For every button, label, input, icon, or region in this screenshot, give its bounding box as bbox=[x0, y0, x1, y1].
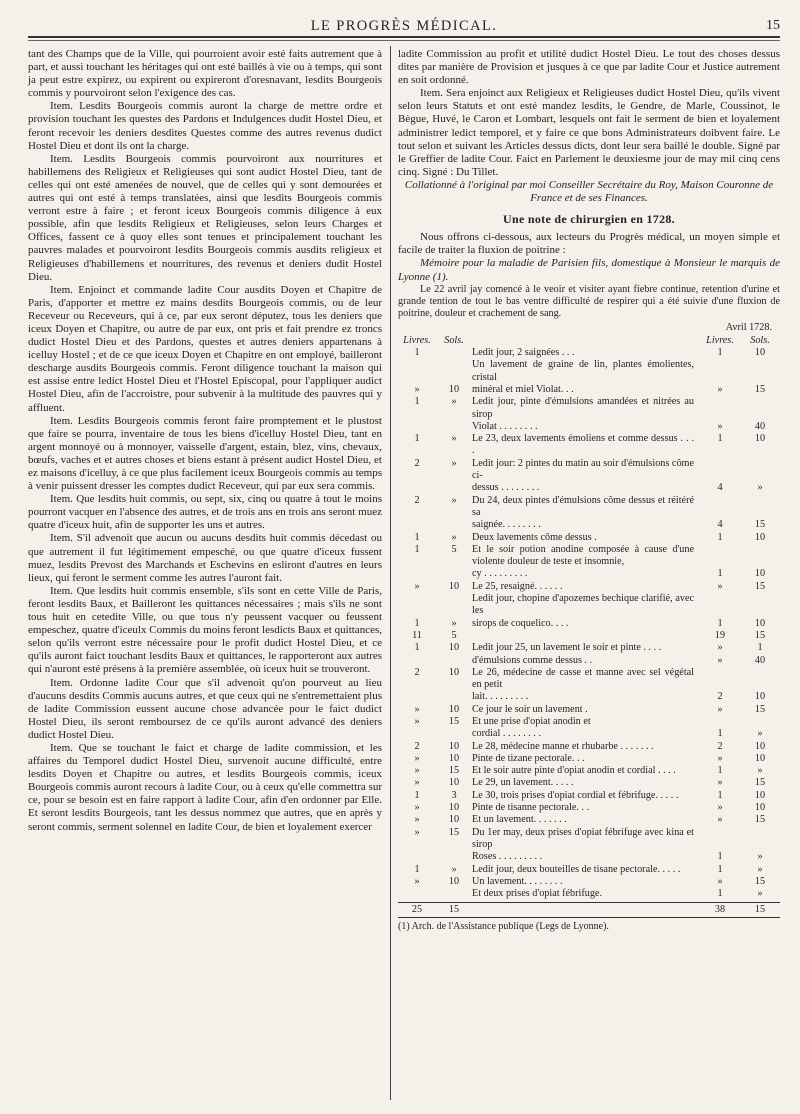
ledger-cell: » bbox=[451, 494, 457, 506]
ledger-row bbox=[398, 667, 780, 692]
ledger-cell: Un lavement. . . . . . . . bbox=[472, 875, 563, 887]
ledger-cell: Ce jour le soir un lavement . bbox=[472, 703, 588, 715]
ledger-row bbox=[398, 741, 780, 753]
ledger-cell bbox=[700, 716, 740, 728]
ledger-cell: Ledit jour 25, un lavement le soir et pinte . . . . bbox=[472, 642, 662, 654]
ledger-cell bbox=[398, 691, 436, 703]
ledger-cell: 15 bbox=[754, 777, 766, 789]
ledger-cell: 2 bbox=[414, 740, 420, 752]
ledger-cell: lait. . . . . . . . . bbox=[472, 691, 529, 703]
page-header bbox=[28, 14, 780, 38]
ledger-cell: » bbox=[451, 531, 457, 543]
ledger-row bbox=[398, 581, 780, 593]
ledger-cell: 1 bbox=[414, 396, 420, 408]
ledger-cell: Ledit jour: 2 pintes du matin au soir d'émulsions côme ci- bbox=[472, 457, 694, 482]
ledger-cell: 10 bbox=[754, 752, 766, 764]
paragraph: Item. S'il advenoit que aucun ou aucuns desdits huit commis décedast ou que autrement il fut légitimement empesché, ou que quatre d'iceux fussent muez, lesdits Prevost des Marchands et Eschevins en esliront d'autres en leurs lieux, qui feront le serment comme les autres l'auront fait. bbox=[28, 532, 382, 584]
ledger-cell: » bbox=[757, 728, 763, 740]
ledger-cell bbox=[436, 359, 472, 384]
ledger-row bbox=[398, 421, 780, 433]
total-cell: 25 bbox=[411, 904, 423, 916]
ledger-row bbox=[398, 458, 780, 483]
ledger-cell: » bbox=[451, 457, 457, 469]
ledger-cell: 15 bbox=[754, 580, 766, 592]
ledger-row bbox=[398, 618, 780, 630]
ledger-cell bbox=[472, 630, 700, 642]
ledger-cell: » bbox=[757, 851, 763, 863]
ledger-cell: 15 bbox=[448, 715, 460, 727]
page-number: 15 bbox=[766, 18, 780, 33]
ledger-cell: Le 29, un lavement. . . . . bbox=[472, 777, 574, 789]
ledger-cell: Violat . . . . . . . . bbox=[472, 420, 538, 432]
ledger-cell: Roses . . . . . . . . . bbox=[472, 851, 543, 863]
ledger-row bbox=[398, 802, 780, 814]
ledger-row bbox=[398, 630, 780, 642]
ledger-row bbox=[398, 593, 780, 618]
ledger-cell: 2 bbox=[414, 666, 420, 678]
ledger-row bbox=[398, 482, 780, 494]
ledger-cell bbox=[740, 667, 780, 692]
ledger-cell: » bbox=[757, 765, 763, 777]
ledger-row bbox=[398, 814, 780, 826]
ledger-cell bbox=[700, 396, 740, 421]
ledger-cell: » bbox=[717, 777, 723, 789]
paragraph: Item. Lesdits Bourgeois commis feront faire promptement et le plustost que faire se pourra, inventaire de tous les biens d'icelluy Hostel Dieu, tant en argent monnoyé ou à monnoyer, vaisselle d'argent, estain, blez, vins, chevaux, bœufs, vaches et et autres choses et biens estant à présent audict Hostel Dieu, et ez maisons d'icelluy, à ce que plus facilement iceux Bourgeois commis au temps à venir puissent dresser les comptes dudict Receveur, qui par eux sera commis. bbox=[28, 414, 382, 493]
ledger-cell: 15 bbox=[754, 875, 766, 887]
ledger-cell: 15 bbox=[754, 383, 766, 395]
ledger-cell: 10 bbox=[448, 814, 460, 826]
ledger-cell bbox=[398, 421, 436, 433]
ledger-cell: 1 bbox=[717, 765, 723, 777]
ledger-cell: 1 bbox=[717, 789, 723, 801]
ledger-cell bbox=[398, 593, 436, 618]
collation-note: Collationné à l'original par moi Conseiller Secrétaire du Roy, Maison Couronne de France et de ses Finances. bbox=[404, 178, 774, 205]
ledger-row bbox=[398, 544, 780, 569]
ledger-cell: 10 bbox=[448, 703, 460, 715]
ledger-cell: 1 bbox=[717, 347, 723, 359]
ledger-cell: » bbox=[414, 826, 420, 838]
ledger-row bbox=[398, 704, 780, 716]
ledger-cell: 10 bbox=[448, 383, 460, 395]
header-sols: Sols. bbox=[750, 334, 770, 346]
ledger-cell bbox=[398, 359, 436, 384]
ledger-cell bbox=[398, 568, 436, 580]
ledger-cell: » bbox=[717, 383, 723, 395]
ledger-cell bbox=[436, 593, 472, 618]
ledger-cell bbox=[436, 888, 472, 900]
ledger-cell: 1 bbox=[414, 433, 420, 445]
ledger-cell: 10 bbox=[448, 802, 460, 814]
ledger-cell: 40 bbox=[754, 420, 766, 432]
ledger-cell: Et un lavement. . . . . . . bbox=[472, 814, 567, 826]
ledger-cell: Ledit jour, 2 saignées . . . bbox=[472, 347, 575, 359]
ledger-cell: 3 bbox=[451, 789, 457, 801]
ledger-cell: 1 bbox=[717, 728, 723, 740]
ledger-cell: Et le soir potion anodine composée à cause d'une violente douleur de teste et insomnie, bbox=[472, 543, 694, 568]
ledger-cell: Un lavement de graine de lin, plantes émolientes, cristal bbox=[472, 359, 694, 383]
ledger-cell bbox=[436, 568, 472, 580]
memoire-title: Mémoire pour la maladie de Parisien fils, domestique à Monsieur le marquis de Lyonne (1). bbox=[398, 257, 780, 283]
ledger-row bbox=[398, 347, 780, 359]
ledger-cell: dessus . . . . . . . . bbox=[472, 482, 540, 494]
ledger-cell bbox=[398, 519, 436, 531]
ledger-cell bbox=[700, 359, 740, 384]
ledger-cell: » bbox=[414, 715, 420, 727]
ledger-cell: 1 bbox=[717, 433, 723, 445]
ledger-cell: 5 bbox=[451, 543, 457, 555]
paragraph: Item. Que lesdits huit commis, ou sept, six, cinq ou quatre à tout le moins pourront vacquer en l'absence des autres, et de trois ans en trois ans seront muez quatre d'iceux huit, afin de supporter les uns et autres. bbox=[28, 493, 382, 532]
ledger-cell: » bbox=[757, 482, 763, 494]
left-column bbox=[28, 48, 382, 834]
paragraph: ladite Commission au profit et utilité dudict Hostel Dieu. Le tout des choses dessus dites par manière de Provision et jusques à ce que par ladite Cour et Justice autrement en soit ordonné. bbox=[398, 48, 780, 87]
ledger-cell: » bbox=[414, 580, 420, 592]
ledger-cell bbox=[700, 667, 740, 692]
ledger-cell: 15 bbox=[754, 519, 766, 531]
ledger-cell: 1 bbox=[414, 642, 420, 654]
ledger-cell: Ledit jour, deux bouteilles de tisane pectorale. . . . . bbox=[472, 863, 681, 875]
header-item bbox=[472, 335, 700, 347]
ledger-cell: » bbox=[414, 875, 420, 887]
ledger-cell: 10 bbox=[448, 740, 460, 752]
ledger-cell: 1 bbox=[717, 851, 723, 863]
ledger-cell: 4 bbox=[717, 482, 723, 494]
ledger-cell: » bbox=[717, 875, 723, 887]
ledger-cell bbox=[740, 458, 780, 483]
ledger-totals bbox=[398, 902, 780, 916]
ledger-cell bbox=[436, 655, 472, 667]
ledger-cell bbox=[436, 482, 472, 494]
ledger-row bbox=[398, 519, 780, 531]
ledger-cell: » bbox=[414, 752, 420, 764]
intro-paragraph: Nous offrons ci-dessous, aux lecteurs du Progrès médical, un moyen simple et facile de traiter la fluxion de poitrine : bbox=[398, 231, 780, 257]
ledger-cell: Le 26, médecine de casse et manne avec sel végétal en petit bbox=[472, 666, 694, 691]
ledger-cell: 15 bbox=[448, 826, 460, 838]
ledger-cell bbox=[436, 347, 472, 359]
ledger-cell bbox=[436, 519, 472, 531]
ledger-cell bbox=[398, 655, 436, 667]
ledger-cell: 1 bbox=[717, 531, 723, 543]
ledger-cell: 10 bbox=[754, 740, 766, 752]
ledger-row bbox=[398, 396, 780, 421]
ledger-row bbox=[398, 851, 780, 863]
ledger-cell: Du 1er may, deux prises d'opiat fébrifuge avec kina et sirop bbox=[472, 826, 694, 850]
ledger-cell: 15 bbox=[754, 814, 766, 826]
paragraph: Item. Enjoinct et commande ladite Cour ausdits Doyen et Chapitre de Paris, d'apporter et mettre ez mains desdits Bourgeois commis, ou de leur Receveur ou Receveurs, qui à ce, par eux seront députez, tous les deniers que iceux Doyen et Chapitre, ou autre de par eux, ont pris et fait prendre ez troncs dudict Hostel Dieu et des Pardons, questes et autres deniers appartenans à icelluy Hostel ; et de ce que iceux Doyen et Chapitre en ont employé, bailleront descharge ausdits Bourgeois commis. Feront diligence touchant la maison qui est assise entre ledict Hostel Dieu et l'Hostel Episcopal, pour l'appliquer audict Hostel Dieu, afin de l'accroistre, pour subvenir à la multitude des pauvres qui y affluent. bbox=[28, 283, 382, 414]
ledger-cell: 2 bbox=[414, 494, 420, 506]
ledger-cell bbox=[398, 728, 436, 740]
ledger-cell: 2 bbox=[717, 691, 723, 703]
ledger-cell: cy . . . . . . . . . bbox=[472, 568, 528, 580]
ledger-cell: 5 bbox=[451, 629, 457, 641]
column-divider bbox=[390, 46, 391, 1100]
ledger-cell: cordial . . . . . . . . bbox=[472, 728, 542, 740]
ledger-cell: 1 bbox=[717, 568, 723, 580]
ledger-row bbox=[398, 777, 780, 789]
ledger-cell: 19 bbox=[714, 629, 726, 641]
ledger-cell: saignée. . . . . . . . bbox=[472, 519, 541, 531]
ledger-cell: 2 bbox=[414, 457, 420, 469]
ledger-cell: 1 bbox=[414, 531, 420, 543]
ledger-cell: minéral et miel Violat. . . bbox=[472, 383, 574, 395]
paragraph: Item. Lesdits Bourgeois commis pourvoiront aux nourritures et habillemens des Religieux et Religieuses qui sont audict Hostel Dieu, tant de celles qui ont esté amenées de nouvel, que de celles qui y sont demourées et autres qui ont esté à temps translatées, ainsi que lesdits Bourgeois commis verront estre à faire ; et feront iceux Bourgeois commis diligence à eux possible, afin que lesdits Religieux et Religieuses, selon leurs Charges et Offices, fassent ce à quoy elles sont tenues et principalement touchant les pauvres malades et pourvoiront lesdits Bourgeois commis ausdits religieux et Religieuses d'habillemens et nourritures, des revenus et deniers dudit Hostel Dieu. bbox=[28, 152, 382, 283]
ledger-row bbox=[398, 691, 780, 703]
ledger-cell: 1 bbox=[414, 789, 420, 801]
ledger-cell: » bbox=[717, 654, 723, 666]
ledger-rows bbox=[398, 347, 780, 900]
ledger-cell: 4 bbox=[717, 519, 723, 531]
ledger-cell: 1 bbox=[717, 863, 723, 875]
ledger-cell: Le 28, médecine manne et rhubarbe . . . . . . . bbox=[472, 740, 654, 752]
ledger-cell: » bbox=[717, 580, 723, 592]
ledger-cell: 10 bbox=[448, 752, 460, 764]
ledger-row bbox=[398, 568, 780, 580]
ledger-cell: » bbox=[717, 802, 723, 814]
ledger-cell: 10 bbox=[754, 568, 766, 580]
ledger-cell bbox=[740, 716, 780, 728]
right-column bbox=[398, 48, 780, 933]
ledger-cell: 1 bbox=[757, 642, 763, 654]
ledger-row bbox=[398, 433, 780, 458]
ledger-cell bbox=[436, 851, 472, 863]
ledger-cell bbox=[436, 421, 472, 433]
ledger-cell bbox=[740, 544, 780, 569]
ledger-cell: » bbox=[717, 752, 723, 764]
ledger-row bbox=[398, 728, 780, 740]
ledger-cell: 40 bbox=[754, 654, 766, 666]
ledger-cell: » bbox=[717, 703, 723, 715]
ledger-cell: 10 bbox=[754, 531, 766, 543]
ledger-cell: Pinte de tizane pectorale. . . bbox=[472, 752, 585, 764]
total-cell: 15 bbox=[754, 904, 766, 916]
ledger-row bbox=[398, 888, 780, 900]
ledger-cell: 10 bbox=[448, 875, 460, 887]
ledger-row bbox=[398, 655, 780, 667]
ledger-cell: Le 25, resaigné. . . . . . bbox=[472, 580, 563, 592]
ledger-row bbox=[398, 864, 780, 876]
ledger-cell: 1 bbox=[414, 347, 420, 359]
ledger-header bbox=[398, 335, 780, 347]
ledger-cell bbox=[740, 827, 780, 852]
ledger-row bbox=[398, 642, 780, 654]
ledger-cell: » bbox=[451, 433, 457, 445]
ledger-cell: » bbox=[414, 777, 420, 789]
ledger-cell bbox=[700, 827, 740, 852]
ledger-cell bbox=[398, 851, 436, 863]
ledger-cell: » bbox=[414, 703, 420, 715]
ledger-cell: Le 30, trois prises d'opiat cordial et fébrifuge. . . . . bbox=[472, 789, 679, 801]
ledger-cell: » bbox=[757, 863, 763, 875]
paragraph: Item. Lesdits Bourgeois commis auront la charge de mettre ordre et provision touchant les questes des Pardons et Indulgences dudit Hostel Dieu, et feront recevoir les deniers desdites Questes comme des autres revenus dudict Hostel Dieu et dont ils ont la charge. bbox=[28, 100, 382, 152]
ledger-cell: Deux lavements côme dessus . bbox=[472, 531, 597, 543]
ledger-row bbox=[398, 359, 780, 384]
ledger-cell: 1 bbox=[414, 863, 420, 875]
total-cell bbox=[472, 904, 700, 916]
ledger-row bbox=[398, 876, 780, 888]
ledger-cell: » bbox=[414, 814, 420, 826]
section-title: Une note de chirurgien en 1728. bbox=[503, 212, 675, 227]
ledger-cell: d'émulsions comme dessus . . bbox=[472, 654, 593, 666]
ledger-cell: 10 bbox=[448, 580, 460, 592]
journal-title: LE PROGRÈS MÉDICAL. bbox=[310, 18, 498, 34]
ledger-cell: 15 bbox=[448, 765, 460, 777]
ledger-cell bbox=[700, 544, 740, 569]
ledger-cell bbox=[700, 593, 740, 618]
ledger-row bbox=[398, 495, 780, 520]
ledger-row bbox=[398, 827, 780, 852]
ledger-cell: » bbox=[414, 765, 420, 777]
header-sols: Sols. bbox=[444, 334, 464, 346]
ledger-cell: 11 bbox=[412, 629, 422, 641]
ledger-cell: sirops de coquelico. . . . bbox=[472, 617, 569, 629]
ledger-cell: » bbox=[717, 642, 723, 654]
paragraph: Item. Ordonne ladite Cour que s'il advenoit qu'on pourveut au lieu d'aucuns desdits Commis aucuns autres, et que ceux qui ne s'entremettaient plus de ladite Commission eussent aucune chose advancée pour le faict dudict Hostel Dieu, ils seront remboursez de ce qu'ils auront advancé des deniers dudict Hostel Dieu. bbox=[28, 676, 382, 741]
ledger-cell: 10 bbox=[448, 642, 460, 654]
ledger-cell: 2 bbox=[717, 740, 723, 752]
ledger-cell bbox=[436, 728, 472, 740]
ledger-cell: Et le soir autre pinte d'opiat anodin et cordial . . . . bbox=[472, 765, 676, 777]
ledger-cell: 10 bbox=[754, 789, 766, 801]
ledger-cell bbox=[398, 482, 436, 494]
ledger-cell: 10 bbox=[448, 777, 460, 789]
ledger-cell: » bbox=[717, 420, 723, 432]
apothecary-ledger bbox=[398, 322, 780, 916]
ledger-cell: 10 bbox=[754, 691, 766, 703]
ledger-row bbox=[398, 790, 780, 802]
ledger-cell bbox=[740, 593, 780, 618]
ledger-row bbox=[398, 532, 780, 544]
ledger-cell: » bbox=[414, 383, 420, 395]
ledger-cell bbox=[740, 359, 780, 384]
ledger-cell: 15 bbox=[754, 703, 766, 715]
ledger-cell: 1 bbox=[717, 888, 723, 900]
paragraph: tant des Champs que de la Ville, qui pourroient avoir esté faits autrement que à part, et aussi touchant les héritages qui ont esté baillés à vie ou à temps, qui sont ja peut estre expirez, ou expirent ou expireront d'oresnavant, lesdits Bourgeois commis y pourvoiront selon l'exigence des cas. bbox=[28, 48, 382, 100]
ledger-cell bbox=[740, 495, 780, 520]
ledger-cell: 10 bbox=[448, 666, 460, 678]
ledger-cell bbox=[700, 458, 740, 483]
ledger-row bbox=[398, 753, 780, 765]
ledger-cell: 10 bbox=[754, 802, 766, 814]
ledger-cell: » bbox=[451, 617, 457, 629]
ledger-cell: Du 24, deux pintes d'émulsions côme dessus et réitéré sa bbox=[472, 494, 694, 518]
ledger-cell: 10 bbox=[754, 347, 766, 359]
ledger-cell: 1 bbox=[717, 617, 723, 629]
ledger-cell: Le 23, deux lavements émoliens et comme dessus . . . . bbox=[472, 433, 694, 457]
ledger-cell bbox=[398, 888, 436, 900]
ledger-cell: » bbox=[757, 888, 763, 900]
ledger-cell: 10 bbox=[754, 433, 766, 445]
ledger-row bbox=[398, 765, 780, 777]
ledger-cell bbox=[700, 495, 740, 520]
ledger-cell: Ledit jour, chopine d'apozemes bechique clarifié, avec les bbox=[472, 593, 694, 617]
paragraph: Item. Que lesdits huit commis ensemble, s'ils sont en cette Ville de Paris, feront lesdits Baux, et Bailleront les quittances nécessaires ; mais s'ils ne sont tous huit en cetedite Ville, ou que tous n'y peussent vacquer ou feussent empeschez, quatre d'iceulx Commis du moins feront lesdicts Baux et quittances, selon qu'ils verront estre nécessaire pour le profit dudict Hostel Dieu, et ce qu'ils auront faict touchant lesdits Baux et quittances, le rapporteront aux autres qui n'auront esté présens à la première assemblée, où iceux huit se trouveront. bbox=[28, 584, 382, 676]
ledger-row bbox=[398, 716, 780, 728]
ledger-cell: » bbox=[414, 802, 420, 814]
header-rule bbox=[28, 40, 780, 41]
ledger-cell: 1 bbox=[414, 543, 420, 555]
total-cell: 38 bbox=[714, 904, 726, 916]
header-livres: Livres. bbox=[706, 334, 734, 346]
ledger-cell: 15 bbox=[754, 629, 766, 641]
ledger-cell: 1 bbox=[414, 617, 420, 629]
ledger-cell: » bbox=[451, 863, 457, 875]
footnote: (1) Arch. de l'Assistance publique (Legs de Lyonne). bbox=[398, 917, 780, 933]
ledger-cell: » bbox=[717, 814, 723, 826]
ledger-cell: Pinte de tisanne pectorale. . . bbox=[472, 802, 590, 814]
ledger-date: Avril 1728. bbox=[725, 322, 772, 334]
ledger-cell: 10 bbox=[754, 617, 766, 629]
header-livres: Livres. bbox=[403, 334, 431, 346]
ledger-cell bbox=[436, 691, 472, 703]
ledger-cell bbox=[740, 396, 780, 421]
ledger-cell: » bbox=[451, 396, 457, 408]
paragraph: Item. Que se touchant le faict et charge de ladite commission, et les affaires du Temporel dudict Hostel Dieu, survenoit aucune difficulté, entre lesdits Doyen et Chapitre ou autres, et lesdits Bourgeois commis, iceux Bourgeois commis auront recours à ladite Cour, ou à ceux qu'elle commettra sur ce, pour se besoin est en faire rapport à ladite Cour, afin d'en ordonner par Elle. Et seront lesdits Bourgeois, tant les dessus nommez que autres, que en après y seront commis, serment solennel en ladite Cour, de bien et loyalement exercer bbox=[28, 741, 382, 833]
case-description: Le 22 avril jay comencé à le veoir et visiter ayant fiebre continue, retention d'urine et grande tention de tout le bas ventre difficulté de respirer qui a été suivie d'une fluxion de poitrine, douleur et crachement de sang. bbox=[398, 283, 780, 320]
total-cell: 15 bbox=[448, 904, 460, 916]
ledger-cell: Et une prise d'opiat anodin et bbox=[472, 715, 591, 727]
ledger-cell: Ledit jour, pinte d'émulsions amandées et nitrées au sirop bbox=[472, 396, 694, 420]
paragraph: Item. Sera enjoinct aux Religieux et Religieuses dudict Hostel Dieu, qu'ils vivent selon leurs Statuts et ont esté mandez lesdits, le Gendre, de Marle, Coussinot, le Bègue, Huvé, le Caron et Lombart, lesquels ont fait le serment de bien et loyalement administrer ledict temporel, et y faire ce que bons Administrateurs doibvent faire. Le tout selon et suivant les Articles dessus dicts, dont leur sera baillé le double. Signé par le Greffier de ladite Cour. Faict en Parlement le deuxiesme jour de may mil cinq cens cinq. Signé : Du Tillet. bbox=[398, 87, 780, 178]
ledger-row bbox=[398, 384, 780, 396]
ledger-cell: Et deux prises d'opiat fébrifuge. bbox=[472, 888, 602, 900]
